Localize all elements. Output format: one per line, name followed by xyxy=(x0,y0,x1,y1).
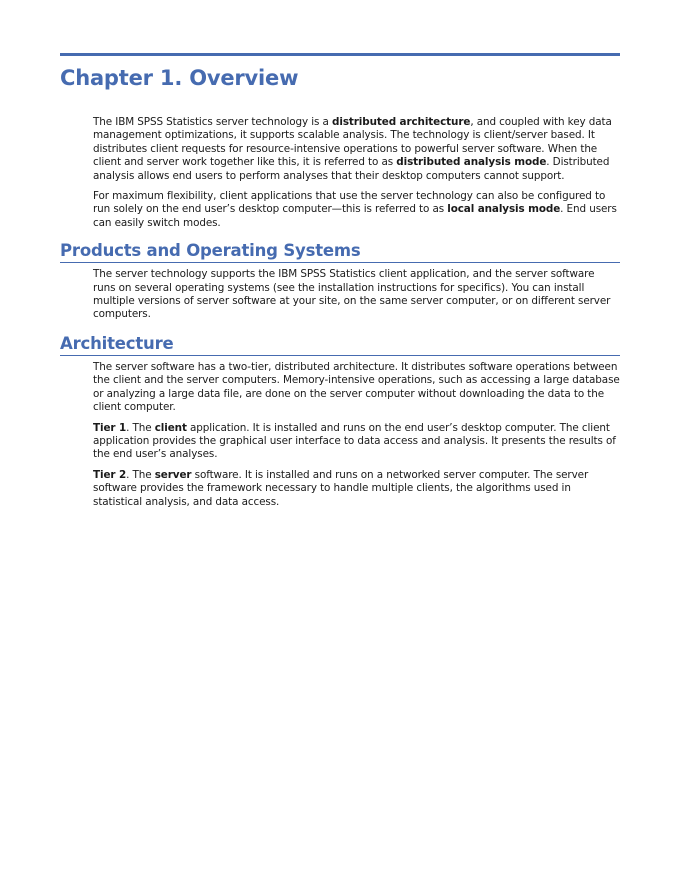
tier-1-paragraph: Tier 1. The client application. It is installed and runs on the end user’s desktop computer. The client application provides the graphical user interface to data access and analysis. It presents the results of the end user’s analyses. xyxy=(93,421,616,461)
term-distributed-analysis-mode: distributed analysis mode xyxy=(396,156,547,169)
tier-2-paragraph: Tier 2. The server software. It is installed and runs on a networked server computer. The server software provides the framework necessary to handle multiple clients, the algorithms used in statistical analysis, and data access. xyxy=(93,468,589,508)
overview-section xyxy=(93,116,620,230)
architecture-heading: Architecture xyxy=(60,333,174,353)
term-local-analysis-mode: local analysis mode xyxy=(447,203,561,216)
term-server: server xyxy=(154,468,192,481)
chapter-title: Chapter 1. Overview xyxy=(60,66,299,90)
products-heading: Products and Operating Systems xyxy=(60,241,361,261)
chapter-top-rule xyxy=(60,53,620,56)
tier-1-label: Tier 1 xyxy=(93,421,127,434)
overview-paragraph-1: The IBM SPSS Statistics server technology is a distributed architecture, and coupled with key data management optimizations, it supports scalable analysis. The technology is client/server based. It distributes client requests for resource-intensive operations to powerful server software. When the client and server work together like this, it is referred to as distributed analysis mode. Distributed analysis allows end users to perform analyses that their desktop computers cannot support. xyxy=(93,116,612,182)
products-heading-rule xyxy=(60,262,620,263)
architecture-paragraph: The server software has a two-tier, distributed architecture. It distributes software operations between the client and the server computers. Memory-intensive operations, such as accessing a large database or analyzing a large data file, are done on the server computer without downloading the data to the client computer. xyxy=(93,360,620,414)
products-paragraph: The server technology supports the IBM SPSS Statistics client application, and the server software runs on several operating systems (see the installation instructions for specifics). You can install multiple versions of server software at your site, on the same server computer, or on different server computers. xyxy=(93,268,611,321)
overview-paragraph-2: For maximum flexibility, client applications that use the server technology can also be configured to run solely on the end user’s desktop computer—this is referred to as local analysis mode. End users can easily switch modes. xyxy=(93,190,617,229)
tier-2-label: Tier 2 xyxy=(93,468,127,481)
architecture-section xyxy=(60,333,620,509)
products-section xyxy=(60,240,620,322)
document-page xyxy=(60,53,620,509)
term-client: client xyxy=(154,421,187,434)
architecture-heading-rule xyxy=(60,355,620,356)
term-distributed-architecture: distributed architecture xyxy=(332,116,471,128)
